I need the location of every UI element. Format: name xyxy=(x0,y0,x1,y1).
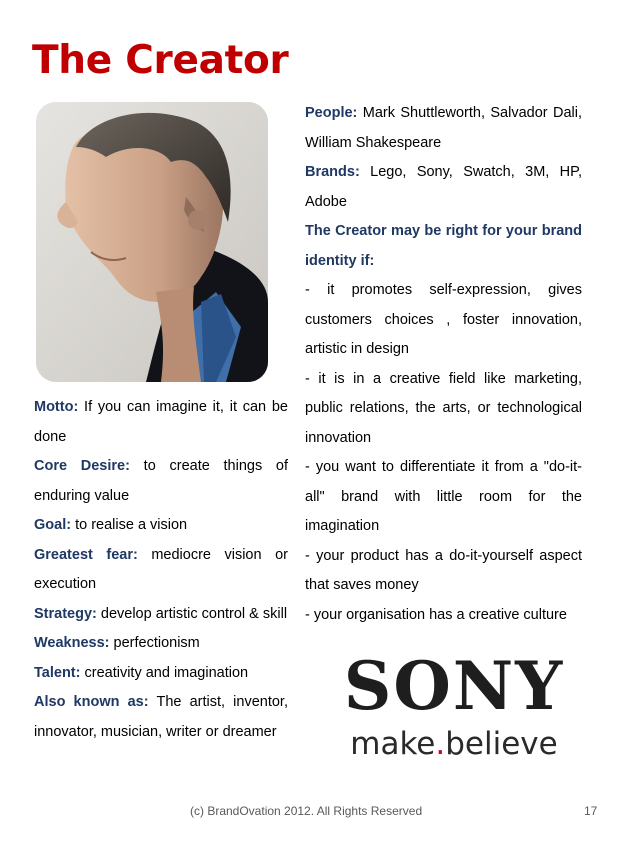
also-known-as-line xyxy=(34,688,288,747)
also-known-as-label: Also known as: xyxy=(34,694,149,710)
weakness-line xyxy=(34,629,288,659)
motto-line xyxy=(34,393,288,452)
brand-identity-heading: The Creator may be right for your brand identity if: xyxy=(305,223,582,269)
people-label: People: xyxy=(305,105,358,121)
archetype-details-left xyxy=(34,393,288,747)
talent-label: Talent: xyxy=(34,664,81,681)
greatest-fear-line xyxy=(34,541,288,600)
portrait-photo xyxy=(36,102,268,382)
strategy-value: develop artistic control & skill xyxy=(100,605,288,622)
page-number: 17 xyxy=(584,804,598,818)
people-value: Mark Shuttleworth, Salvador Dali, William Shakespeare xyxy=(305,105,583,151)
goal-value: to realise a vision xyxy=(75,517,188,533)
talent-line xyxy=(34,659,288,689)
identity-point: - you want to differentiate it from a "do-it-all" brand with little room for the imagination xyxy=(305,459,582,534)
identity-point: - it is in a creative field like marketing, public relations, the arts, or technological innovation xyxy=(305,370,582,446)
sony-wordmark: SONY xyxy=(343,647,565,725)
goal-label: Goal: xyxy=(34,517,72,533)
brands-line xyxy=(305,158,582,217)
copyright-footer: (c) BrandOvation 2012. All Rights Reserved xyxy=(190,804,423,818)
identity-point: - your organisation has a creative culture xyxy=(305,606,567,623)
greatest-fear-value: mediocre vision or execution xyxy=(34,546,288,592)
tagline-dot: . xyxy=(435,726,446,762)
identity-point: - it promotes self-expression, gives customers choices , foster innovation, artistic in design xyxy=(305,282,582,357)
core-desire-label: Core Desire: xyxy=(34,458,130,474)
goal-line xyxy=(34,511,288,541)
tagline-make: make xyxy=(350,726,436,762)
strategy-label: Strategy: xyxy=(34,605,97,622)
core-desire-line xyxy=(34,452,288,511)
core-desire-value: to create things of enduring value xyxy=(34,458,289,504)
sony-tagline xyxy=(305,724,603,764)
motto-label: Motto: xyxy=(34,399,79,415)
weakness-value: perfectionism xyxy=(113,635,200,651)
motto-value: If you can imagine it, it can be done xyxy=(34,399,289,445)
talent-value: creativity and imagination xyxy=(84,664,249,681)
man-profile-image xyxy=(36,102,268,382)
people-line xyxy=(305,99,582,158)
brands-value: Lego, Sony, Swatch, 3M, HP, Adobe xyxy=(305,164,582,210)
greatest-fear-label: Greatest fear: xyxy=(34,546,138,563)
strategy-line xyxy=(34,600,288,630)
tagline-believe: believe xyxy=(445,726,558,762)
page-title: The Creator xyxy=(32,38,289,83)
weakness-label: Weakness: xyxy=(34,635,110,651)
archetype-details-right xyxy=(305,99,582,630)
brands-label: Brands: xyxy=(305,164,360,180)
sony-logo xyxy=(305,647,603,770)
also-known-as-value: The artist, inventor, innovator, musician, writer or dreamer xyxy=(34,694,288,740)
identity-point: - your product has a do-it-yourself aspect that saves money xyxy=(305,547,582,593)
